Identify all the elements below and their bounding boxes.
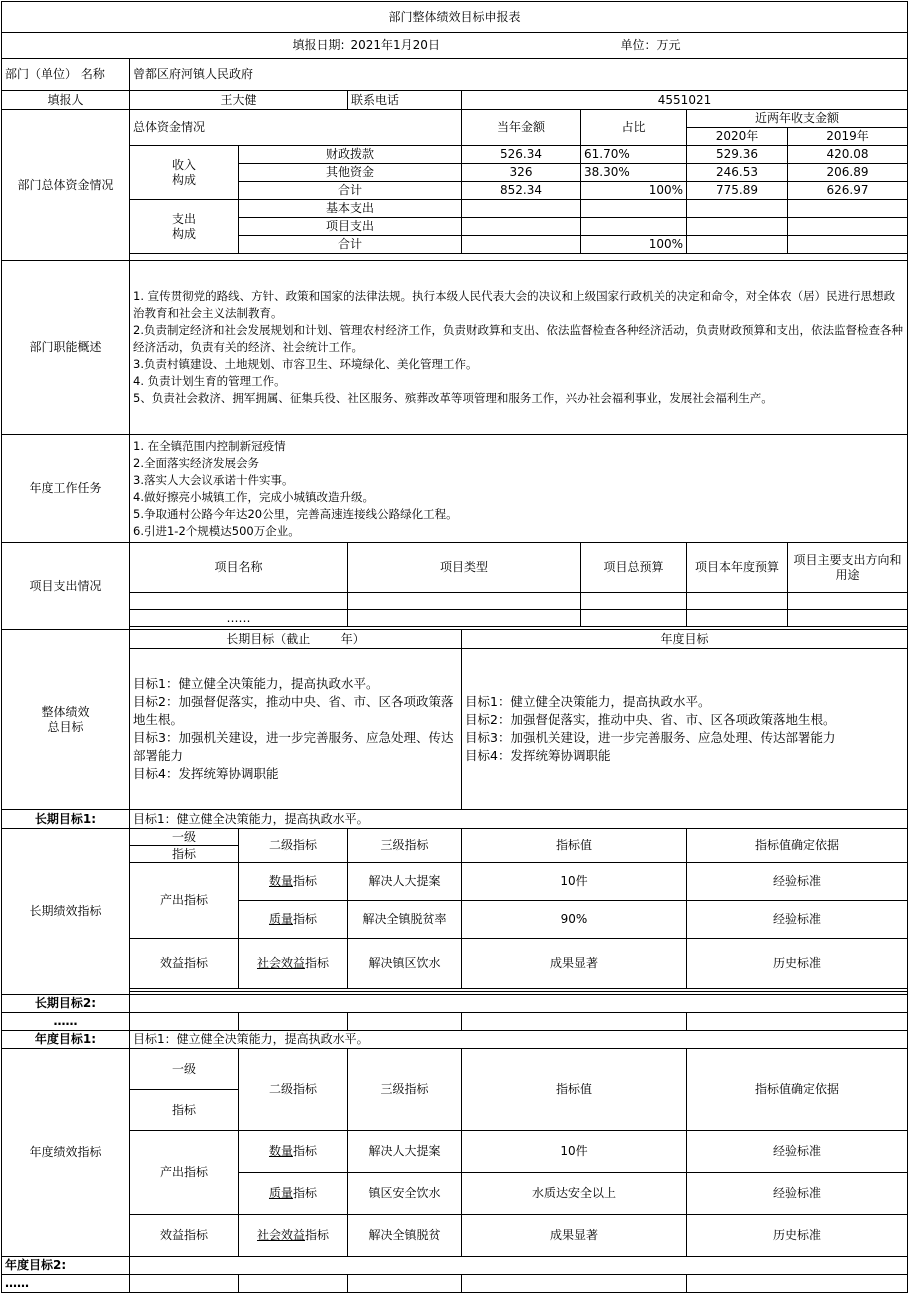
- income-row-name: 其他资金: [239, 164, 462, 182]
- year-goal-text: 目标1：健立健全决策能力，提高执政水平。 目标2：加强督促落实，推动中央、省、市、区各项政策落地生根。 目标3：加强机关建设，进一步完善服务、应急处理、传达部署能力 目标4：发挥统筹协调职能: [462, 649, 908, 810]
- h-value: 指标值: [462, 1049, 687, 1131]
- overall-goal-label: 整体绩效 总目标: [2, 630, 130, 810]
- year-goal1-text: 目标1：健立健全决策能力，提高执政水平。: [130, 1031, 908, 1049]
- income-row-2019: 206.89: [788, 164, 908, 182]
- basis-cell: 经验标准: [687, 863, 908, 901]
- filler-label: 填报人: [2, 91, 130, 110]
- expense-row-name: 合计: [239, 236, 462, 254]
- project-cell: [788, 593, 908, 610]
- basis-cell: 经验标准: [687, 1173, 908, 1215]
- project-cell: [687, 610, 788, 627]
- income-row-2019: 626.97: [788, 182, 908, 200]
- level2-underlined: 数量: [268, 874, 293, 888]
- h-basis: 指标值确定依据: [687, 1049, 908, 1131]
- h-basis: 指标值确定依据: [687, 829, 908, 863]
- tasks-text: 1. 在全镇范围内控制新冠疫情 2.全面落实经济发展会务 3.落实人大会议承诺十件实事。 4.做好擦亮小城镇工作，完成小城镇改造升级。 5.争取通村公路今年达20公里，完善高速连接线公路绿化工程。 6.引进1-2个规模达500万企业。: [130, 435, 908, 543]
- filler-value: 王大健: [130, 91, 348, 110]
- phone-label: 联系电话: [348, 91, 462, 110]
- year-goal2-label: 年度目标2:: [2, 1257, 130, 1275]
- long-goal1-text: 目标1：健立健全决策能力，提高执政水平。: [130, 810, 908, 829]
- level2-underlined: 质量: [268, 1186, 293, 1200]
- value-cell: 10件: [462, 1131, 687, 1173]
- empty-cell: [462, 1013, 687, 1031]
- long-goal1-label: 长期目标1:: [2, 810, 130, 829]
- expense-row-name: 项目支出: [239, 218, 462, 236]
- col-project-budget: 项目总预算: [581, 543, 687, 593]
- project-cell: [687, 593, 788, 610]
- level2-cell: [239, 863, 348, 901]
- form-title: 部门整体绩效目标申报表: [2, 2, 908, 33]
- col-project-direction: 项目主要支出方向和用途: [788, 543, 908, 593]
- col-project-type: 项目类型: [348, 543, 581, 593]
- level3-cell: 解决镇区饮水: [348, 939, 462, 989]
- date-value: 2021年1月20日: [348, 33, 581, 59]
- value-cell: 10件: [462, 863, 687, 901]
- expense-row-2019: [788, 200, 908, 218]
- level2-cell: [239, 939, 348, 989]
- col-year-2020: 2020年: [687, 128, 788, 146]
- project-cell: [348, 593, 581, 610]
- basis-cell: 历史标准: [687, 939, 908, 989]
- h-level1-top: 一级: [130, 1049, 239, 1090]
- income-row-ratio: 100%: [581, 182, 687, 200]
- project-cell: [581, 610, 687, 627]
- expense-row-ratio: 100%: [581, 236, 687, 254]
- empty-cell: [687, 1013, 908, 1031]
- long-goal2-ellipsis: ……: [2, 1013, 130, 1031]
- benefit-indicator-label: 效益指标: [130, 1215, 239, 1257]
- value-cell: 水质达安全以上: [462, 1173, 687, 1215]
- long-goal2-cell: [130, 995, 908, 1013]
- income-row-2020: 246.53: [687, 164, 788, 182]
- basis-cell: 经验标准: [687, 901, 908, 939]
- income-row-ratio: 38.30%: [581, 164, 687, 182]
- h-level3: 三级指标: [348, 829, 462, 863]
- expense-row-ratio: [581, 200, 687, 218]
- date-label: 填报日期:: [2, 33, 348, 59]
- level2-suffix: 指标: [305, 956, 330, 970]
- level2-underlined: 数量: [268, 1144, 293, 1158]
- h-level2: 二级指标: [239, 829, 348, 863]
- col-project-year-budget: 项目本年度预算: [687, 543, 788, 593]
- year-goal-header: 年度目标: [462, 630, 908, 649]
- long-goal-text: 目标1：健立健全决策能力，提高执政水平。 目标2：加强督促落实，推动中央、省、市、区各项政策落地生根。 目标3：加强机关建设，进一步完善服务、应急处理、传达部署能力 目标4：发挥统筹协调职能: [130, 649, 462, 810]
- income-row-2020: 775.89: [687, 182, 788, 200]
- value-cell: 90%: [462, 901, 687, 939]
- h-level1-bottom: 指标: [130, 1090, 239, 1131]
- output-indicator-label: 产出指标: [130, 863, 239, 939]
- level2-cell: [239, 1173, 348, 1215]
- year-goal2-cell: [130, 1257, 908, 1275]
- unit-label: 单位：万元: [581, 33, 908, 59]
- project-cell: [130, 593, 348, 610]
- expense-row-2020: [687, 200, 788, 218]
- empty-cell: [348, 1013, 462, 1031]
- value-cell: 成果显著: [462, 939, 687, 989]
- expense-row-2019: [788, 236, 908, 254]
- project-cell: [581, 593, 687, 610]
- value-cell: 成果显著: [462, 1215, 687, 1257]
- benefit-indicator-label: 效益指标: [130, 939, 239, 989]
- income-row-current: 526.34: [462, 146, 581, 164]
- empty-cell: [130, 1275, 239, 1293]
- expense-row-2020: [687, 236, 788, 254]
- income-row-current: 326: [462, 164, 581, 182]
- expense-label: 支出 构成: [130, 200, 239, 254]
- tasks-label: 年度工作任务: [2, 435, 130, 543]
- empty-cell: [348, 1275, 462, 1293]
- level3-cell: 解决全镇脱贫率: [348, 901, 462, 939]
- performance-goal-form: [1, 1, 908, 1293]
- level2-suffix: 指标: [305, 1228, 330, 1242]
- projects-label: 项目支出情况: [2, 543, 130, 630]
- long-indicators-label: 长期绩效指标: [2, 829, 130, 995]
- functions-label: 部门职能概述: [2, 261, 130, 435]
- h-value: 指标值: [462, 829, 687, 863]
- income-row-name: 合计: [239, 182, 462, 200]
- expense-row-ratio: [581, 218, 687, 236]
- dept-value: 曾都区府河镇人民政府: [130, 59, 908, 91]
- h-level3: 三级指标: [348, 1049, 462, 1131]
- level3-cell: 解决全镇脱贫: [348, 1215, 462, 1257]
- h-level1-top: 一级: [130, 829, 239, 846]
- year-indicators-label: 年度绩效指标: [2, 1049, 130, 1257]
- level2-cell: [239, 901, 348, 939]
- empty-cell: [239, 1275, 348, 1293]
- basis-cell: 历史标准: [687, 1215, 908, 1257]
- level2-suffix: 指标: [293, 912, 318, 926]
- funds-overall-label: 总体资金情况: [130, 110, 462, 146]
- long-goal-header: 长期目标（截止 年）: [130, 630, 462, 649]
- col-project-name: 项目名称: [130, 543, 348, 593]
- empty-cell: [687, 1275, 908, 1293]
- expense-row-2019: [788, 218, 908, 236]
- level2-suffix: 指标: [293, 1186, 318, 1200]
- level2-suffix: 指标: [293, 874, 318, 888]
- phone-value: 4551021: [462, 91, 908, 110]
- level2-cell: [239, 1215, 348, 1257]
- level2-suffix: 指标: [293, 1144, 318, 1158]
- dept-label: 部门（单位） 名称: [2, 59, 130, 91]
- expense-row-current: [462, 200, 581, 218]
- funds-spacer-row: [130, 254, 908, 261]
- income-label: 收入 构成: [130, 146, 239, 200]
- level2-underlined: 质量: [268, 912, 293, 926]
- functions-text: 1. 宣传贯彻党的路线、方针、政策和国家的法律法规。执行本级人民代表大会的决议和上级国家行政机关的决定和命令，对全体农（居）民进行思想政治教育和社会主义法制教育。 2.负责制定经济和社会发展规划和计划、管理农村经济工作，负责财政算和支出、依法监督检查各种经济活动，负责财政预算和支出，依法监督检查各种经济活动，负责有关的经济、社会统计工作。 3.负责村镇建设、土地规划、市容卫生、环境绿化、美化管理工作。 4. 负责计划生育的管理工作。 5、负责社会救济、拥军拥属、征集兵役、社区服务、殡葬改革等项管理和服务工作，兴办社会福利事业，发展社会福利生产。: [130, 261, 908, 435]
- expense-row-current: [462, 236, 581, 254]
- project-cell: [348, 610, 581, 627]
- level3-cell: 解决人大提案: [348, 863, 462, 901]
- output-indicator-label: 产出指标: [130, 1131, 239, 1215]
- col-current-amount: 当年金额: [462, 110, 581, 146]
- empty-cell: [462, 1275, 687, 1293]
- level3-cell: 解决人大提案: [348, 1131, 462, 1173]
- h-level1-bottom: 指标: [130, 846, 239, 863]
- income-row-current: 852.34: [462, 182, 581, 200]
- income-row-ratio: 61.70%: [581, 146, 687, 164]
- income-row-2020: 529.36: [687, 146, 788, 164]
- expense-row-2020: [687, 218, 788, 236]
- long-goal2-label: 长期目标2:: [2, 995, 130, 1013]
- funds-section-label: 部门总体资金情况: [2, 110, 130, 261]
- col-year-2019: 2019年: [788, 128, 908, 146]
- level2-cell: [239, 1131, 348, 1173]
- basis-cell: 经验标准: [687, 1131, 908, 1173]
- project-cell: [788, 610, 908, 627]
- level2-underlined: 社会效益: [256, 956, 305, 970]
- col-ratio: 占比: [581, 110, 687, 146]
- expense-row-name: 基本支出: [239, 200, 462, 218]
- h-level2: 二级指标: [239, 1049, 348, 1131]
- empty-cell: [239, 1013, 348, 1031]
- level2-underlined: 社会效益: [256, 1228, 305, 1242]
- level3-cell: 镇区安全饮水: [348, 1173, 462, 1215]
- project-ellipsis: ……: [130, 610, 348, 627]
- year-goal1-label: 年度目标1:: [2, 1031, 130, 1049]
- empty-cell: [130, 1013, 239, 1031]
- income-row-name: 财政拨款: [239, 146, 462, 164]
- income-row-2019: 420.08: [788, 146, 908, 164]
- col-recent-two-years: 近两年收支金额: [687, 110, 908, 128]
- year-goal2-ellipsis: ……: [2, 1275, 130, 1293]
- expense-row-current: [462, 218, 581, 236]
